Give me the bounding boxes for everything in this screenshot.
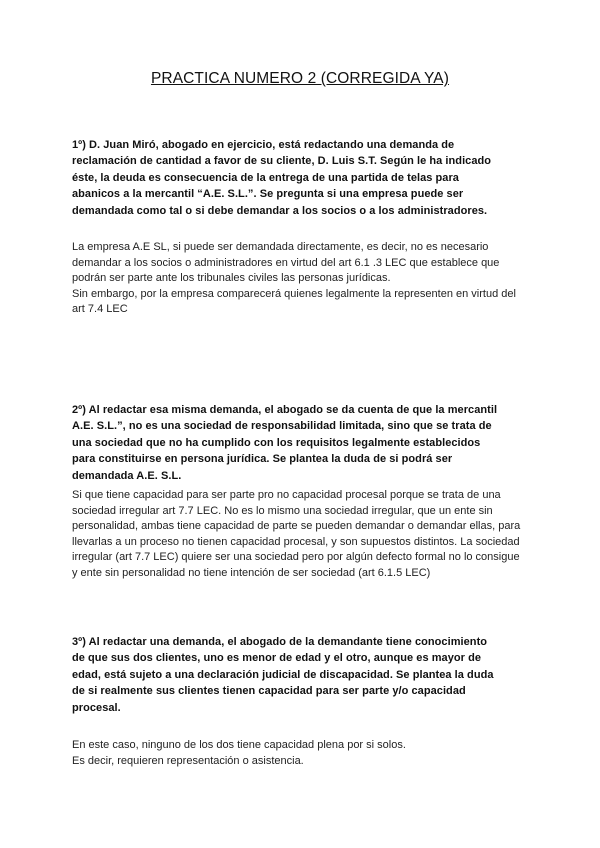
question-2-line: 2º) Al redactar esa misma demanda, el abogado se da cuenta de que la mercantil xyxy=(72,404,498,416)
answer-2-line: irregular (art 7.7 LEC) quiere ser una sociedad pero por algún defecto formal no lo consigue xyxy=(72,551,520,564)
answer-2 xyxy=(72,488,542,582)
question-1-line: éste, la deuda es consecuencia de la entrega de una partida de telas para xyxy=(72,171,459,184)
question-3-line: de si realmente sus clientes tienen capacidad para ser parte y/o capacidad xyxy=(72,685,466,698)
answer-1-line: art 7.4 LEC xyxy=(72,303,128,316)
answer-2-line: Si que tiene capacidad para ser parte pro no capacidad procesal porque se trata de una xyxy=(72,489,501,501)
answer-3-line: En este caso, ninguno de los dos tiene capacidad plena por si solos. xyxy=(72,739,406,751)
question-2-line: para constituirse en persona jurídica. Se plantea la duda de si podrá ser xyxy=(72,453,453,466)
question-2-line: demandada A.E. S.L. xyxy=(72,469,182,482)
question-3-line: edad, está sujeto a una declaración judicial de discapacidad. Se plantea la duda xyxy=(72,668,494,681)
answer-1-line: La empresa A.E SL, si puede ser demandada directamente, es decir, no es necesario xyxy=(72,241,489,253)
answer-1-line: Sin embargo, por la empresa comparecerá quienes legalmente la representen en virtud del xyxy=(72,287,516,300)
answer-2-line: y ente sin personalidad no tiene intención de ser sociedad (art 6.1.5 LEC) xyxy=(72,566,431,579)
question-1-line: reclamación de cantidad a favor de su cliente, D. Luis S.T. Según le ha indicado xyxy=(72,155,492,168)
question-2-line: A.E. S.L.”, no es una sociedad de responsabilidad limitada, sino que se trata de xyxy=(72,420,492,433)
question-3-line: procesal. xyxy=(72,701,121,714)
question-3 xyxy=(72,634,542,716)
page-title: PRACTICA NUMERO 2 (CORREGIDA YA) xyxy=(150,70,450,87)
answer-3-line: Es decir, requieren representación o asistencia. xyxy=(72,754,304,767)
question-1-line: 1º) D. Juan Miró, abogado en ejercicio, está redactando una demanda de xyxy=(72,139,455,151)
answer-1-line: podrán ser parte ante los tribunales civiles las personas jurídicas. xyxy=(72,272,391,285)
answer-3 xyxy=(72,738,542,769)
question-2 xyxy=(72,402,542,484)
question-1 xyxy=(72,137,542,219)
answer-1 xyxy=(72,240,542,318)
question-3-line: de que sus dos clientes, uno es menor de edad y el otro, aunque es mayor de xyxy=(72,652,482,665)
question-2-line: una sociedad que no ha cumplido con los requisitos legalmente establecidos xyxy=(72,436,481,449)
question-1-line: demandada como tal o si debe demandar a los socios o a los administradores. xyxy=(72,204,488,217)
question-3-line: 3º) Al redactar una demanda, el abogado de la demandante tiene conocimiento xyxy=(72,636,488,648)
answer-1-line: demandar a los socios o administradores en virtud del art 6.1 .3 LEC que establece que xyxy=(72,256,500,269)
answer-2-line: llevarlas a un proceso no tienen capacidad procesal, y son supuestos distintos. La sociedad xyxy=(72,535,520,548)
answer-2-line: sociedad irregular art 7.7 LEC. No es lo mismo una sociedad irregular, que un ente sin xyxy=(72,504,493,517)
question-1-line: abanicos a la mercantil “A.E. S.L.”. Se pregunta si una empresa puede ser xyxy=(72,188,464,201)
answer-2-line: personalidad, ambas tiene capacidad de parte se pueden demandar o demandar ellas, para xyxy=(72,520,521,533)
